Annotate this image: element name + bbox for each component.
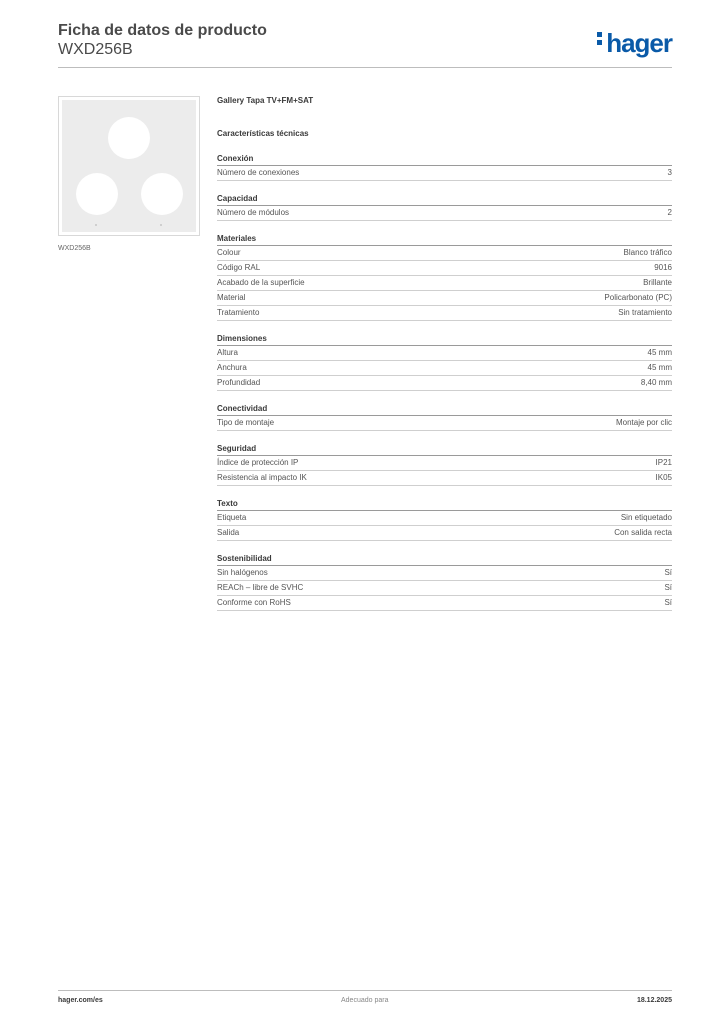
spec-label: Sin halógenos bbox=[217, 568, 268, 577]
spec-label: Material bbox=[217, 293, 246, 302]
spec-value: Sin tratamiento bbox=[618, 308, 672, 317]
spec-row bbox=[217, 526, 672, 541]
spec-section bbox=[217, 444, 672, 486]
spec-row bbox=[217, 261, 672, 276]
spec-row bbox=[217, 306, 672, 321]
spec-label: Número de conexiones bbox=[217, 168, 300, 177]
spec-row bbox=[217, 416, 672, 431]
section-title: Dimensiones bbox=[217, 334, 672, 346]
spec-value: 45 mm bbox=[647, 348, 672, 357]
spec-section bbox=[217, 234, 672, 321]
spec-row bbox=[217, 376, 672, 391]
spec-value: IK05 bbox=[655, 473, 672, 482]
spec-label: Anchura bbox=[217, 363, 247, 372]
spec-value: IP21 bbox=[655, 458, 672, 467]
spec-row bbox=[217, 566, 672, 581]
spec-value: Con salida recta bbox=[614, 528, 672, 537]
image-caption: WXD256B bbox=[58, 245, 91, 252]
product-name: Gallery Tapa TV+FM+SAT bbox=[217, 96, 314, 105]
spec-section bbox=[217, 404, 672, 431]
spec-row bbox=[217, 291, 672, 306]
spec-value: Sí bbox=[664, 583, 672, 592]
spec-row bbox=[217, 596, 672, 611]
spec-label: Profundidad bbox=[217, 378, 261, 387]
spec-row bbox=[217, 206, 672, 221]
footer-website: hager.com/es bbox=[58, 997, 103, 1004]
spec-row bbox=[217, 511, 672, 526]
spec-label: Colour bbox=[217, 248, 241, 257]
spec-section bbox=[217, 554, 672, 611]
document-header bbox=[58, 22, 267, 59]
spec-value: Sí bbox=[664, 568, 672, 577]
spec-value: Policarbonato (PC) bbox=[604, 293, 672, 302]
spec-label: Conforme con RoHS bbox=[217, 598, 291, 607]
spec-row bbox=[217, 456, 672, 471]
cover-plate bbox=[62, 100, 196, 232]
spec-row bbox=[217, 346, 672, 361]
spec-value: 8,40 mm bbox=[640, 378, 672, 387]
spec-label: Código RAL bbox=[217, 263, 261, 272]
socket-hole-top bbox=[108, 117, 150, 159]
spec-label: Tratamiento bbox=[217, 308, 260, 317]
section-title: Sostenibilidad bbox=[217, 554, 672, 566]
socket-hole-right bbox=[141, 173, 183, 215]
spec-value: Brillante bbox=[643, 278, 672, 287]
spec-content bbox=[217, 96, 672, 611]
logo-text: hager bbox=[606, 28, 672, 58]
product-image bbox=[58, 96, 200, 236]
spec-section bbox=[217, 334, 672, 391]
plate-mark bbox=[95, 224, 97, 226]
tech-characteristics-title: Características técnicas bbox=[217, 129, 309, 138]
spec-value: 3 bbox=[667, 168, 672, 177]
logo-colon-icon bbox=[597, 32, 602, 48]
footer-middle-text: Adecuado para bbox=[341, 997, 389, 1004]
section-title: Capacidad bbox=[217, 194, 672, 206]
plate-mark bbox=[160, 224, 162, 226]
section-title: Conectividad bbox=[217, 404, 672, 416]
spec-value: Sin etiquetado bbox=[620, 513, 672, 522]
spec-label: Etiqueta bbox=[217, 513, 247, 522]
section-title: Texto bbox=[217, 499, 672, 511]
spec-value: 9016 bbox=[654, 263, 672, 272]
document-title: Ficha de datos de producto bbox=[58, 22, 267, 39]
spec-value: Sí bbox=[664, 598, 672, 607]
header-divider bbox=[58, 67, 672, 68]
spec-row bbox=[217, 471, 672, 486]
spec-section bbox=[217, 194, 672, 221]
spec-value: Montaje por clic bbox=[615, 418, 672, 427]
spec-label: Acabado de la superficie bbox=[217, 278, 305, 287]
spec-label: Tipo de montaje bbox=[217, 418, 275, 427]
spec-sections bbox=[217, 154, 672, 611]
spec-value: 45 mm bbox=[647, 363, 672, 372]
spec-row bbox=[217, 246, 672, 261]
spec-value: 2 bbox=[667, 208, 672, 217]
spec-label: REACh – libre de SVHC bbox=[217, 583, 304, 592]
spec-label: Resistencia al impacto IK bbox=[217, 473, 307, 482]
spec-section bbox=[217, 154, 672, 181]
footer-date: 18.12.2025 bbox=[636, 997, 672, 1004]
spec-row bbox=[217, 276, 672, 291]
section-title: Materiales bbox=[217, 234, 672, 246]
spec-section bbox=[217, 499, 672, 541]
spec-row bbox=[217, 581, 672, 596]
spec-value: Blanco tráfico bbox=[623, 248, 672, 257]
spec-label: Salida bbox=[217, 528, 240, 537]
spec-label: Altura bbox=[217, 348, 238, 357]
socket-hole-left bbox=[76, 173, 118, 215]
spec-row bbox=[217, 361, 672, 376]
spec-label: Índice de protección IP bbox=[217, 458, 299, 467]
spec-row bbox=[217, 166, 672, 181]
spec-label: Número de módulos bbox=[217, 208, 290, 217]
footer-divider bbox=[58, 990, 672, 991]
section-title: Conexión bbox=[217, 154, 672, 166]
product-code: WXD256B bbox=[58, 41, 133, 58]
section-title: Seguridad bbox=[217, 444, 672, 456]
hager-logo bbox=[597, 28, 672, 59]
